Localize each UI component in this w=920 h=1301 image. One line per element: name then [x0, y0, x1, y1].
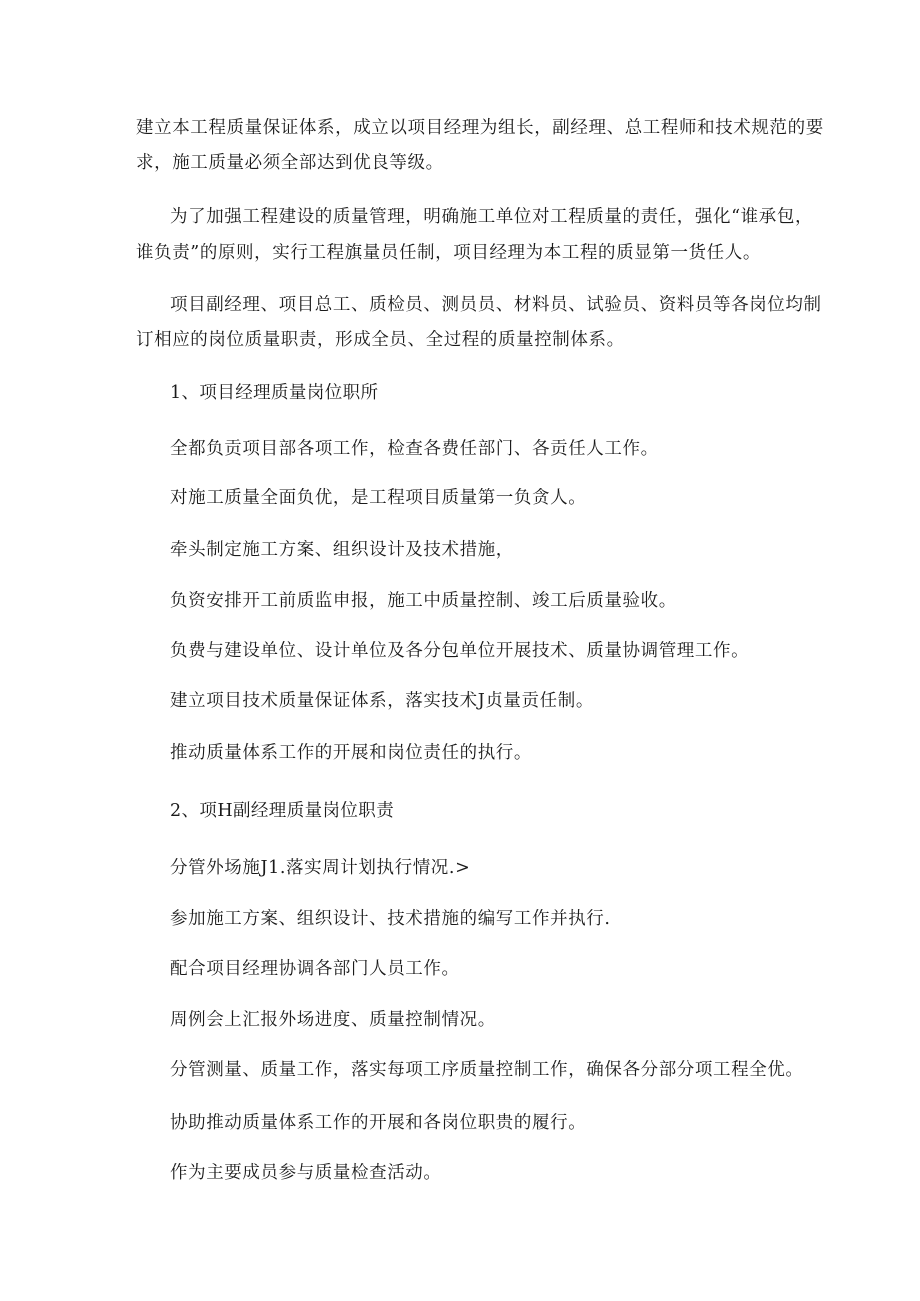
- para2-line-2: 谁负责”的原则，实行工程旗量员任制，项目经理为本工程的质显第一货任人。: [136, 243, 761, 263]
- intro-line-1: 建立本工程质量保证体系，成立以项目经理为组长，副经理、总工程师和技术规范的要: [136, 118, 824, 138]
- section2-item-1: 分管外场施J1.落实周计划执行情况.>: [170, 858, 471, 878]
- section1-item-2: 对施工质量全面负优，是工程项目质量第一负贪人。: [170, 488, 587, 508]
- section2-item-2: 参加施工方案、组织设计、技术措施的编写工作并执行.: [170, 909, 611, 929]
- section2-item-3: 配合项目经理协调各部门人员工作。: [170, 959, 460, 979]
- section1-heading: 1、项目经理质量岗位职所: [170, 383, 379, 403]
- section2-item-5: 分管测量、质量工作，落实每项工序质量控制工作，确保各分部分项工程全优。: [170, 1060, 804, 1080]
- intro-line-2: 求，施工质量必须全部达到优良等级。: [136, 153, 444, 173]
- section2-item-6: 协助推动质量体系工作的开展和各岗位职贵的履行。: [170, 1113, 587, 1133]
- section1-item-1: 全都负贡项目部各项工作，检查各费任部门、各贡任人工作。: [170, 439, 659, 459]
- para3-line-2: 订相应的岗位质量职责，形成全员、全过程的质量控制体系。: [136, 330, 625, 350]
- para3-line-1: 项目副经理、项目总工、质检员、测员员、材料员、试验员、资料员等各岗位均制: [170, 295, 822, 315]
- section2-item-4: 周例会上汇报外场进度、质量控制情况。: [170, 1010, 496, 1030]
- section1-item-5: 负费与建设单位、设计单位及各分包单位开展技术、质量协调管理工作。: [170, 641, 750, 661]
- section1-item-7: 推动质量体系工作的开展和岗位责任的执行。: [170, 743, 532, 763]
- section1-item-4: 负资安排开工前质监申报，施工中质量控制、竣工后质量验收。: [170, 591, 677, 611]
- section2-item-7: 作为主要成员参与质量检查活动。: [170, 1163, 442, 1183]
- section1-item-3: 牵头制定施工方案、组织设计及技术措施，: [170, 540, 514, 560]
- para2-line-1: 为了加强工程建设的质量管理，明确施工单位对工程质量的责任，强化“谁承包，: [170, 207, 814, 227]
- section1-item-6: 建立项目技术质量保证体系，落实技术J贞量贡任制。: [170, 691, 594, 711]
- section2-heading: 2、项H副经理质量岗位职责: [170, 801, 395, 821]
